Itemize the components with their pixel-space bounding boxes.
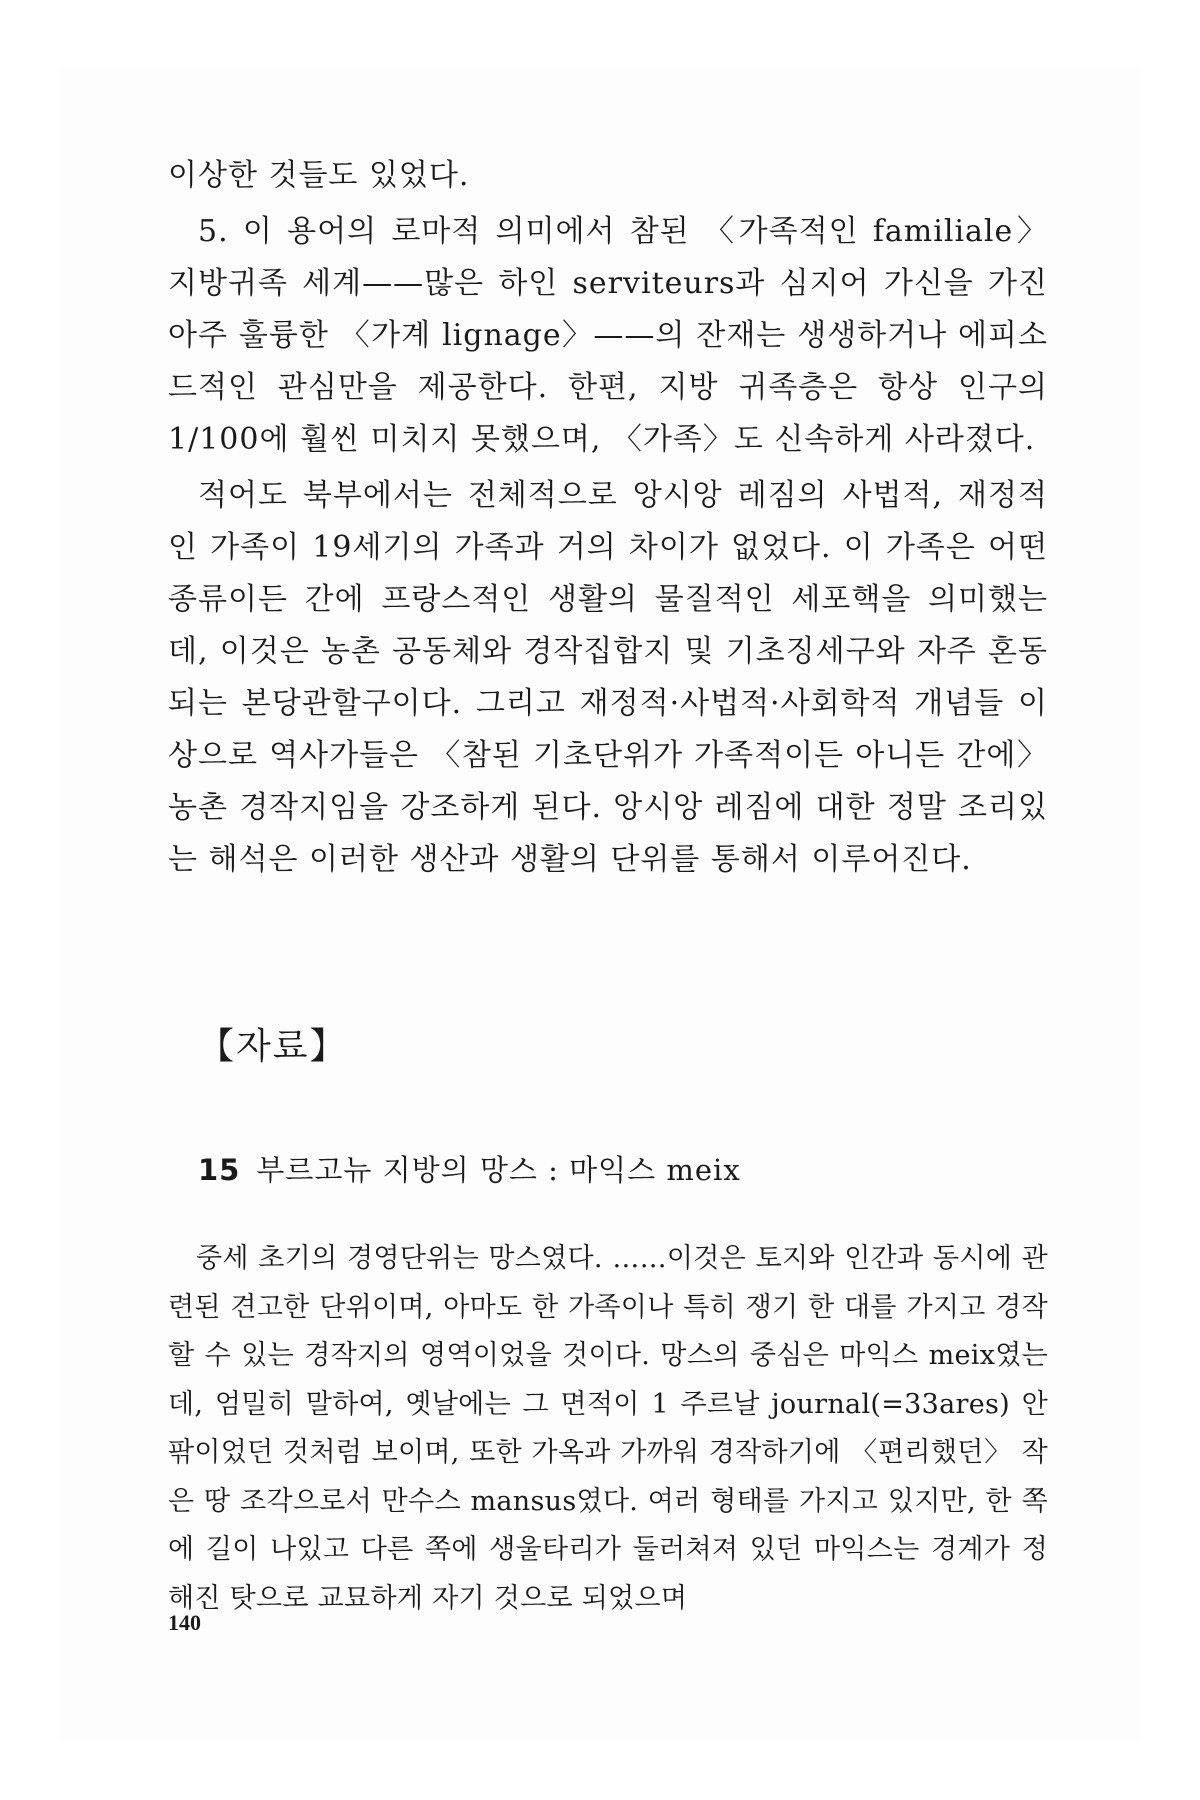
paragraph-continuation: 이상한 것들도 있었다. (168, 158, 470, 193)
subsection-heading (198, 1148, 741, 1189)
paragraph-note-5: 5. 이 용어의 로마적 의미에서 참된 〈가족적인 familiale〉 지방귀족 세계——많은 하인 serviteurs과 심지어 가신을 가진 아주 훌륭한 〈가계 lignage〉——의 잔재는 생생하거나 에피소드적인 관심만을 제공한다. 한편, 지방 귀족층은 항상 인구의 1/100에 훨씬 미치지 못했으며, 〈가족〉도 신속하게 사라졌다. (168, 214, 1048, 457)
subsection-title: 부르고뉴 지방의 망스 : 마익스 meix (256, 1153, 741, 1187)
source-excerpt: 중세 초기의 경영단위는 망스였다. ……이것은 토지와 인간과 동시에 관련된 견고한 단위이며, 아마도 한 가족이나 특히 쟁기 한 대를 가지고 경작할 수 있는 경작지의 영역이었을 것이다. 망스의 중심은 마익스 meix였는데, 엄밀히 말하여, 옛날에는 그 면적이 1 주르날 journal(=33ares) 안팎이었던 것처럼 보이며, 또한 가옥과 가까워 경작하기에 〈편리했던〉 작은 땅 조각으로서 만수스 mansus였다. 여러 형태를 가지고 있지만, 한 쪽에 길이 나있고 다른 쪽에 생울타리가 둘러쳐져 있던 마익스는 경계가 정해진 탓으로 교묘하게 자기 것으로 되었으며 (168, 1243, 1048, 1614)
subsection-number: 15 (198, 1153, 241, 1187)
paragraph-family-analysis: 적어도 북부에서는 전체적으로 앙시앙 레짐의 사법적, 재정적인 가족이 19세기의 가족과 거의 차이가 없었다. 이 가족은 어떤 종류이든 간에 프랑스적인 생활의 물질적인 세포핵을 의미했는데, 이것은 농촌 공동체와 경작집합지 및 기초징세구와 자주 혼동되는 본당관할구이다. 그리고 재정적·사법적·사회학적 개념들 이상으로 역사가들은 〈참된 기초단위가 가족적이든 아니든 간에〉 농촌 경작지임을 강조하게 된다. 앙시앙 레짐에 대한 정말 조리있는 해석은 이러한 생산과 생활의 단위를 통해서 이루어진다. (168, 478, 1048, 877)
section-heading: 【자료】 (198, 1026, 348, 1067)
main-text (168, 150, 1048, 886)
page-number: 140 (168, 1610, 201, 1635)
